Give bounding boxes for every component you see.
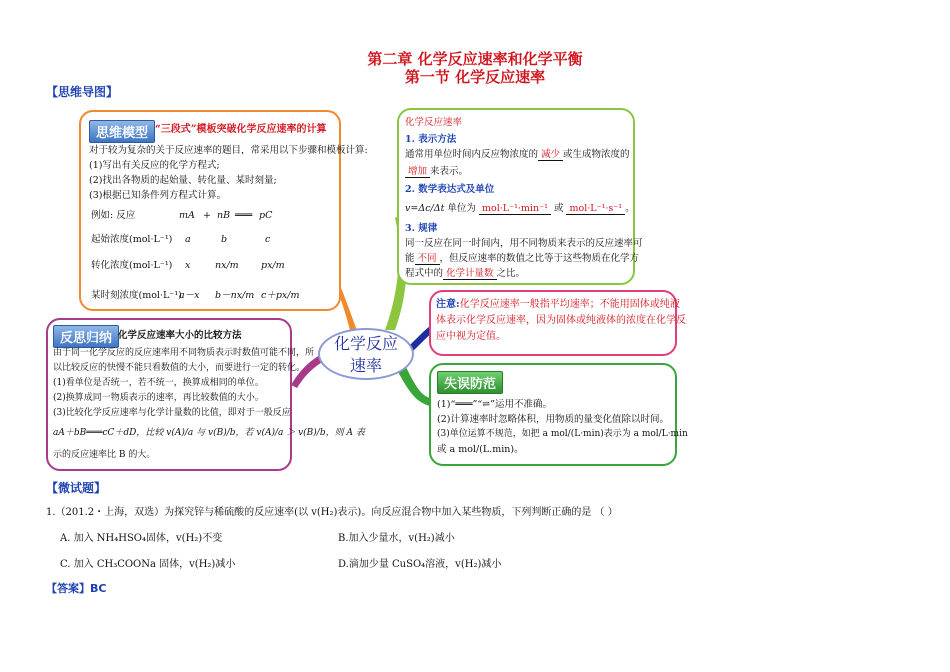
row-start-c: c bbox=[265, 234, 271, 245]
example-label: 例如: 反应 bbox=[91, 210, 136, 221]
fill-different: 不同 bbox=[415, 253, 440, 265]
option-b[interactable]: B.加入少量水，v(H₂)减小 bbox=[338, 533, 455, 544]
note-line-3: 应中视为定值。 bbox=[436, 331, 506, 342]
error-line-3: (3)单位运算不规范，如把 a mol/(L·min)表示为 a mol/L·min bbox=[437, 429, 688, 439]
model-step-2: (2)找出各物质的起始量、转化量、某时刻量; bbox=[89, 175, 277, 186]
reflect-heading: 化学反应速率大小的比较方法 bbox=[118, 330, 242, 341]
error-box bbox=[429, 363, 688, 466]
definition-p3a: 同一反应在同一时间内，用不同物质来表示的反应速率可 bbox=[405, 238, 643, 249]
section-title: 第一节 化学反应速率 bbox=[404, 68, 546, 86]
model-intro: 对于较为复杂的关于反应速率的题目，常采用以下步骤和模板计算: bbox=[89, 145, 368, 156]
definition-p3b: 能 不同 ，但反应速率的数值之比等于这些物质在化学方 bbox=[405, 253, 640, 264]
fill-decrease: 减少 bbox=[538, 149, 563, 161]
note-box bbox=[429, 290, 686, 356]
row-change-b: nx/m bbox=[215, 260, 239, 271]
error-line-1: (1)“═══”“⇌”运用不准确。 bbox=[437, 399, 553, 410]
row-moment-label: 某时刻浓度(mol·L⁻¹) bbox=[91, 290, 182, 301]
reaction-c: pC bbox=[259, 210, 273, 221]
fill-coefficient: 化学计量数 bbox=[443, 268, 497, 280]
micro-label: 【微试题】 bbox=[46, 481, 107, 495]
answer-label: 【答案】 bbox=[46, 582, 90, 595]
definition-h2: 2. 数学表达式及单位 bbox=[405, 184, 495, 195]
mindmap-label: 【思维导图】 bbox=[46, 85, 119, 99]
question-stem: 1.（201.2・上海，双选）为探究锌与稀硫酸的反应速率(以 v(H₂)表示)。向反应混合物中加入某些物质，下列判断正确的是 （ ） bbox=[46, 507, 618, 518]
chapter-title: 第二章 化学反应速率和化学平衡 bbox=[367, 50, 583, 68]
definition-formula-line: v=Δc/Δt 单位为 mol·L⁻¹·min⁻¹ 或 mol·L⁻¹·s⁻¹ 。 bbox=[405, 203, 635, 214]
reflect-line-5: (3)比较化学反应速率与化学计量数的比值，即对于一般反应 bbox=[53, 408, 291, 418]
option-a[interactable]: A. 加入 NH₄HSO₄固体，v(H₂)不变 bbox=[60, 533, 223, 544]
reflect-line-4: (2)换算成同一物质表示的速率，再比较数值的大小。 bbox=[53, 393, 264, 403]
row-start-label: 起始浓度(mol·L⁻¹) bbox=[91, 234, 173, 245]
model-step-3: (3)根据已知条件列方程式计算。 bbox=[89, 190, 226, 201]
model-box bbox=[79, 110, 368, 311]
row-start-a: a bbox=[185, 234, 191, 245]
row-change-c: px/m bbox=[261, 260, 285, 271]
error-line-4: 或 a mol/(L.min)。 bbox=[437, 444, 524, 455]
row-change-label: 转化浓度(mol·L⁻¹) bbox=[91, 260, 173, 271]
definition-title: 化学反应速率 bbox=[405, 117, 463, 128]
model-step-1: (1)写出有关反应的化学方程式; bbox=[89, 160, 220, 171]
reaction-b: nB bbox=[217, 210, 231, 221]
definition-h1: 1. 表示方法 bbox=[405, 134, 457, 145]
reflect-last-line: 示的反应速率比 B 的大。 bbox=[53, 450, 156, 460]
note-label: 注意: bbox=[436, 299, 460, 310]
fill-increase: 增加 bbox=[405, 166, 430, 178]
row-moment-c: c＋px/m bbox=[261, 290, 300, 301]
definition-h3: 3. 规律 bbox=[405, 223, 438, 234]
reflect-line-3: (1)看单位是否统一，若不统一，换算成相同的单位。 bbox=[53, 378, 264, 388]
error-line-2: (2)计算速率时忽略体积，用物质的量变化值除以时间。 bbox=[437, 414, 669, 425]
model-tag: 思维模型 bbox=[89, 120, 155, 143]
reflect-tag: 反思归纳 bbox=[53, 325, 119, 348]
reaction-a: mA bbox=[179, 210, 195, 221]
note-line-1: 化学反应速率一般指平均速率；不能用固体或纯液 bbox=[459, 299, 680, 310]
row-change-a: x bbox=[185, 260, 191, 271]
reaction-plus: + bbox=[203, 210, 211, 221]
row-moment-a: a－x bbox=[179, 290, 200, 301]
answer-row bbox=[46, 580, 106, 596]
reflect-formula-line: aA＋bB═══cC＋dD，比较 v(A)/a 与 v(B)/b，若 v(A)/a ＞ v(B)/b，则 A 表 bbox=[53, 428, 365, 438]
answer-value: BC bbox=[90, 582, 107, 595]
reflect-box bbox=[46, 318, 365, 471]
definition-p3d: 程式中的 化学计量数 之比。 bbox=[405, 268, 526, 279]
reflect-line-1: 由于同一化学反应的反应速率用不同物质表示时数值可能不同，所 bbox=[53, 348, 315, 358]
unit-s: mol·L⁻¹·s⁻¹ bbox=[566, 203, 625, 215]
reflect-line-2: 以比较反应的快慢不能只看数值的大小，而要进行一定的转化。 bbox=[53, 363, 306, 373]
definition-box bbox=[397, 108, 643, 285]
error-tag: 失误防范 bbox=[437, 371, 503, 394]
row-start-b: b bbox=[221, 234, 228, 245]
row-moment-b: b－nx/m bbox=[215, 290, 255, 301]
unit-min: mol·L⁻¹·min⁻¹ bbox=[479, 203, 551, 215]
model-heading: “三段式”模板突破化学反应速率的计算 bbox=[155, 124, 327, 135]
definition-p1: 通常用单位时间内反应物浓度的 减少 或生成物浓度的 bbox=[405, 149, 630, 160]
option-c[interactable]: C. 加入 CH₃COONa 固体，v(H₂)减小 bbox=[60, 559, 236, 570]
reaction-arrow: ═══ bbox=[235, 210, 253, 221]
center-topic: 化学反应 速率 bbox=[318, 328, 414, 380]
option-d[interactable]: D.滴加少量 CuSO₄溶液，v(H₂)减小 bbox=[338, 559, 502, 570]
rate-formula: v=Δc/Δt bbox=[405, 203, 445, 214]
note-line-2: 体表示化学反应速率，因为固体或纯液体的浓度在化学反 bbox=[436, 315, 686, 326]
definition-p1-cont: 增加 来表示。 bbox=[405, 164, 468, 179]
